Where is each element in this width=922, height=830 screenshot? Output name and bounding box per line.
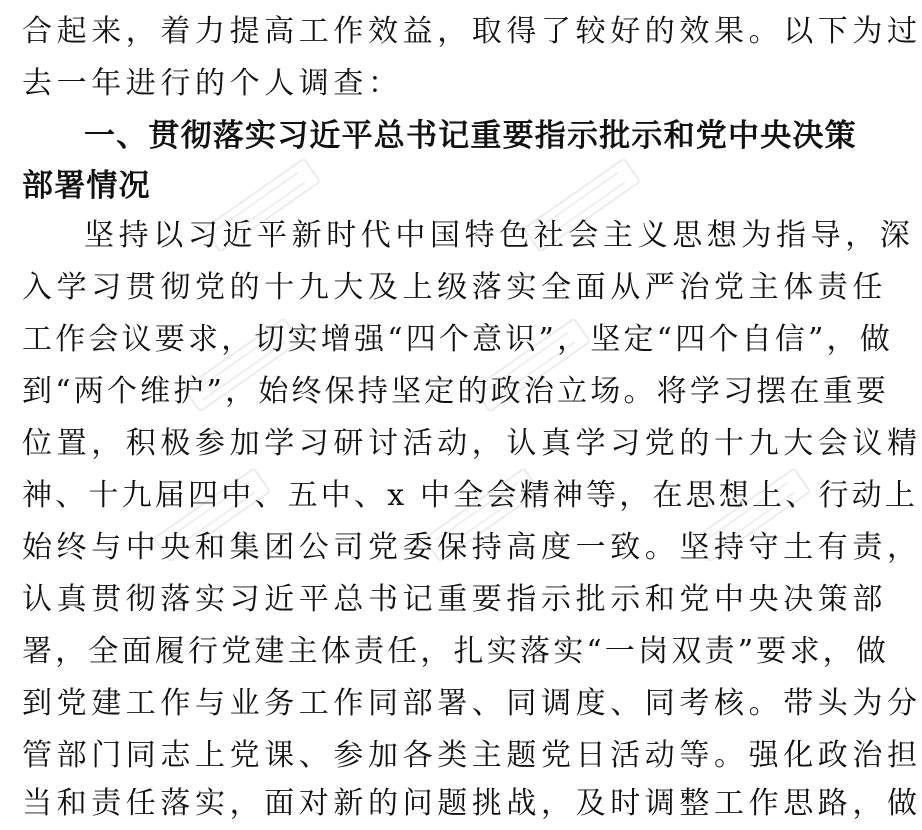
- body-text-line: 神、十九届四中、五中、x 中全会精神等，在思想上、行动上: [22, 478, 919, 513]
- body-text-line: 去一年进行的个人调查：: [22, 66, 403, 101]
- body-text-line: 当和责任落实，面对新的问题挑战，及时调整工作思路，做: [22, 786, 922, 821]
- body-text-line: 入学习贯彻党的十九大及上级落实全面从严治党主体责任: [22, 270, 887, 305]
- body-text-line: 工作会议要求，切实增强“四个意识”，坚定“四个自信”，做: [22, 322, 893, 357]
- body-text-line: 认真贯彻落实习近平总书记重要指示批示和党中央决策部: [22, 582, 887, 617]
- body-text-line: 到党建工作与业务工作同部署、同调度、同考核。带头为分: [22, 686, 922, 721]
- body-text-line: 合起来，着力提高工作效益，取得了较好的效果。以下为过: [22, 14, 922, 49]
- section-heading: 一、贯彻落实习近平总书记重要指示批示和党中央决策: [84, 118, 857, 154]
- body-text-line: 管部门同志上党课、参加各类主题党日活动等。强化政治担: [22, 738, 922, 773]
- body-text-line: 位置，积极参加学习研讨活动，认真学习党的十九大会议精: [22, 426, 922, 461]
- body-text-line: 署，全面履行党建主体责任，扎实落实“一岗双责”要求，做: [22, 634, 890, 669]
- body-text-line: 坚持以习近平新时代中国特色社会主义思想为指导，深: [84, 218, 915, 253]
- body-text-line: 始终与中央和集团公司党委保持高度一致。坚持守土有责，: [22, 530, 922, 565]
- section-heading-continuation: 部署情况: [22, 168, 151, 204]
- body-text-line: 到“两个维护”，始终保持坚定的政治立场。将学习摆在重要: [22, 374, 890, 409]
